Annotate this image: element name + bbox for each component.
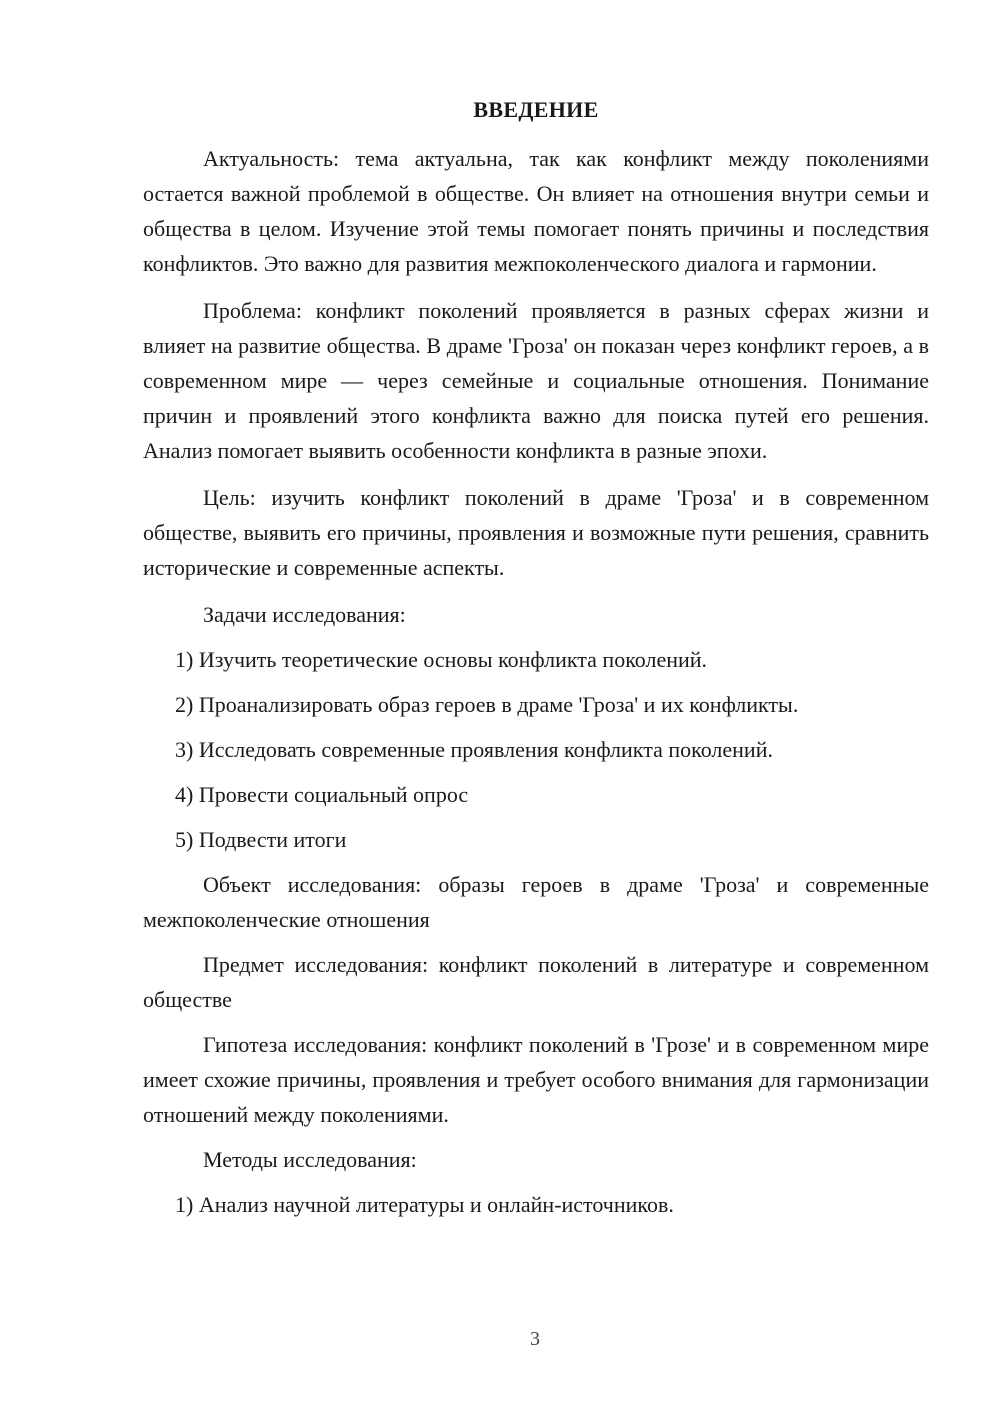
subject-paragraph: Предмет исследования: конфликт поколений в литературе и современном обществе [143,952,929,1012]
task-item: 1) Изучить теоретические основы конфликта поколений. [175,647,708,672]
task-item: 2) Проанализировать образ героев в драме 'Гроза' и их конфликты. [175,692,799,717]
tasks-label: Задачи исследования: [203,602,406,627]
document-page [143,95,929,1232]
page-number: 3 [530,1328,540,1350]
object-paragraph: Объект исследования: образы героев в драме 'Гроза' и современные межпоколенческие отношения [143,872,929,932]
task-item: 4) Провести социальный опрос [175,782,469,807]
hypothesis-paragraph: Гипотеза исследования: конфликт поколений в 'Грозе' и в современном мире имеет схожие причины, проявления и требует особого внимания для гармонизации отношений между поколениями. [143,1032,929,1127]
goal-paragraph: Цель: изучить конфликт поколений в драме 'Гроза' и в современном обществе, выявить его причины, проявления и возможные пути решения, сравнить исторические и современные аспекты. [143,485,929,580]
method-item: 1) Анализ научной литературы и онлайн-источников. [175,1192,674,1217]
problem-paragraph: Проблема: конфликт поколений проявляется в разных сферах жизни и влияет на развитие общества. В драме 'Гроза' он показан через конфликт героев, а в современном мире — через семейные и социальные отношения. Понимание причин и проявлений этого конфликта важно для поиска путей его решения. Анализ помогает выявить особенности конфликта в разные эпохи. [143,298,929,463]
methods-label: Методы исследования: [203,1147,417,1172]
page-title: ВВЕДЕНИЕ [473,97,599,122]
task-item: 5) Подвести итоги [175,827,347,852]
relevance-paragraph: Актуальность: тема актуальна, так как конфликт между поколениями остается важной проблемой в обществе. Он влияет на отношения внутри семьи и общества в целом. Изучение этой темы помогает понять причины и последствия конфликтов. Это важно для развития межпоколенческого диалога и гармонии. [143,146,929,276]
task-item: 3) Исследовать современные проявления конфликта поколений. [175,737,773,762]
